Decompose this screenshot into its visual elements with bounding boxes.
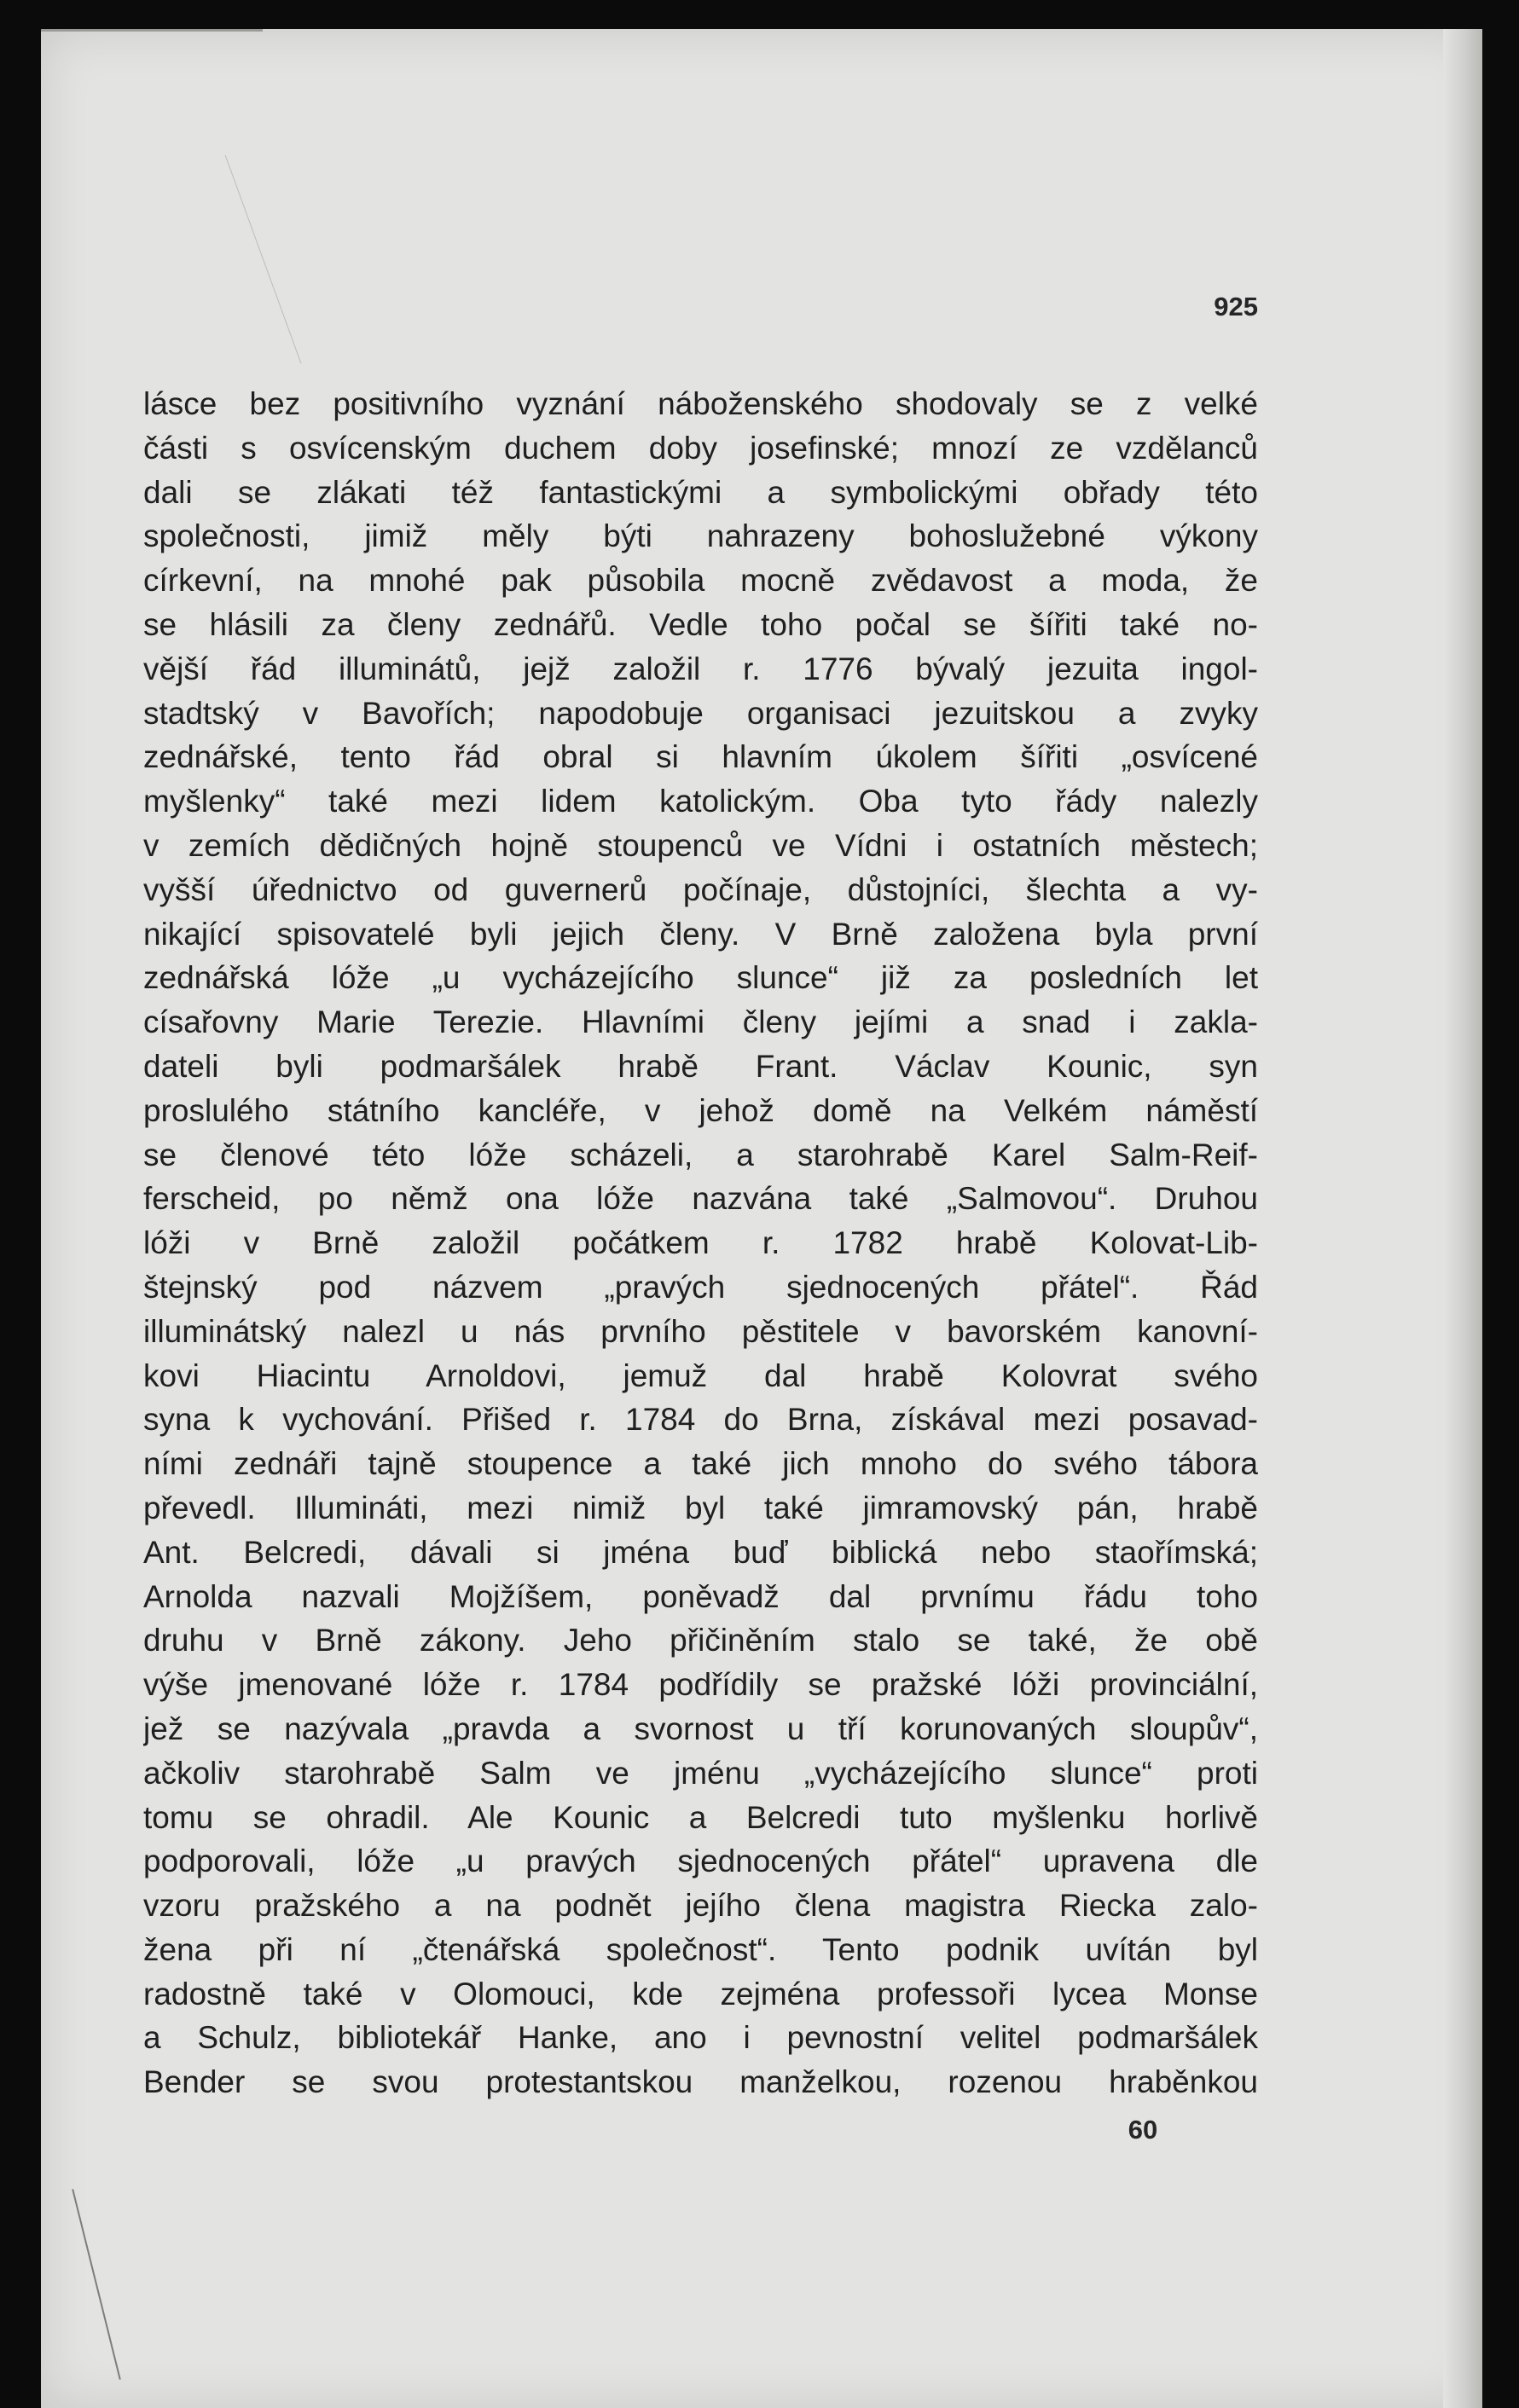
- signature-mark: 60: [1128, 2115, 1158, 2145]
- text-line: lóži v Brně založil počátkem r. 1782 hrabě Kolovat-Lib-: [143, 1225, 1258, 1261]
- text-line: císařovny Marie Terezie. Hlavními členy jejími a snad i zakla-: [143, 1004, 1258, 1040]
- text-line: ačkoliv starohrabě Salm ve jménu „vycházejícího slunce“ proti: [143, 1755, 1258, 1791]
- text-line: nikající spisovatelé byli jejich členy. V Brně založena byla první: [143, 916, 1258, 952]
- text-line: ními zednáři tajně stoupence a také jich mnoho do svého tábora: [143, 1446, 1258, 1482]
- scan-scratch: [72, 2189, 121, 2380]
- text-line: jež se nazývala „pravda a svornost u tří korunovaných sloupův“,: [143, 1710, 1258, 1746]
- text-line: myšlenky“ také mezi lidem katolickým. Oba tyto řády nalezly: [143, 784, 1258, 819]
- text-line: dateli byli podmaršálek hrabě Frant. Václav Kounic, syn: [143, 1048, 1258, 1084]
- page-number: 925: [1214, 292, 1258, 321]
- text-line: Bender se svou protestantskou manželkou, rozenou hraběnkou: [143, 2064, 1258, 2100]
- text-line: štejnský pod názvem „pravých sjednocených přátel“. Řád: [143, 1269, 1258, 1305]
- text-line: stadtský v Bavořích; napodobuje organisaci jezuitskou a zvyky: [143, 695, 1258, 731]
- text-line: zednářská lóže „u vycházejícího slunce“ již za posledních let: [143, 960, 1258, 996]
- text-line: Ant. Belcredi, dávali si jména buď biblická nebo staořímská;: [143, 1534, 1258, 1570]
- text-line: podporovali, lóže „u pravých sjednocených přátel“ upravena dle: [143, 1844, 1258, 1879]
- text-line: převedl. Illumináti, mezi nimiž byl také jimramovský pán, hrabě: [143, 1490, 1258, 1525]
- text-line: radostně také v Olomouci, kde zejména professoři lycea Monse: [143, 1976, 1258, 2011]
- text-line: církevní, na mnohé pak působila mocně zvědavost a moda, že: [143, 563, 1258, 599]
- text-line: proslulého státního kancléře, v jehož domě na Velkém náměstí: [143, 1092, 1258, 1128]
- text-line: dali se zlákati též fantastickými a symbolickými obřady této: [143, 474, 1258, 510]
- text-line: v zemích dědičných hojně stoupenců ve Vídni i ostatních městech;: [143, 827, 1258, 863]
- text-line: tomu se ohradil. Ale Kounic a Belcredi tuto myšlenku horlivě: [143, 1799, 1258, 1835]
- text-line: se hlásili za členy zednářů. Vedle toho počal se šířiti také no-: [143, 606, 1258, 642]
- text-line: ferscheid, po němž ona lóže nazvána také „Salmovou“. Druhou: [143, 1181, 1258, 1217]
- top-edge-line: [41, 29, 263, 32]
- text-line: společnosti, jimiž měly býti nahrazeny bohoslužebné výkony: [143, 518, 1258, 554]
- text-line: vzoru pražského a na podnět jejího člena magistra Riecka zalo-: [143, 1888, 1258, 1924]
- text-line: lásce bez positivního vyznání náboženského shodovaly se z velké: [143, 386, 1258, 421]
- text-line: žena při ní „čtenářská společnost“. Tento podnik uvítán byl: [143, 1931, 1258, 1967]
- scan-scratch: [225, 155, 302, 364]
- body-text: [143, 382, 1258, 2104]
- text-line: illuminátský nalezl u nás prvního pěstitele v bavorském kanovní-: [143, 1313, 1258, 1349]
- text-line: syna k vychování. Přišed r. 1784 do Brna, získával mezi posavad-: [143, 1402, 1258, 1438]
- text-line: vyšší úřednictvo od guvernerů počínaje, důstojníci, šlechta a vy-: [143, 871, 1258, 907]
- text-line: vější řád illuminátů, jejž založil r. 1776 bývalý jezuita ingol-: [143, 651, 1258, 686]
- text-line: druhu v Brně zákony. Jeho přičiněním stalo se také, že obě: [143, 1623, 1258, 1658]
- text-line: Arnolda nazvali Mojžíšem, poněvadž dal prvnímu řádu toho: [143, 1578, 1258, 1614]
- page-edge-shadow: [1443, 29, 1482, 2408]
- text-line: zednářské, tento řád obral si hlavním úkolem šířiti „osvícené: [143, 739, 1258, 775]
- text-line: a Schulz, bibliotekář Hanke, ano i pevnostní velitel podmaršálek: [143, 2020, 1258, 2056]
- text-line: se členové této lóže scházeli, a starohrabě Karel Salm-Reif-: [143, 1137, 1258, 1172]
- text-line: výše jmenované lóže r. 1784 podřídily se pražské lóži provinciální,: [143, 1667, 1258, 1703]
- text-line: kovi Hiacintu Arnoldovi, jemuž dal hrabě Kolovrat svého: [143, 1357, 1258, 1393]
- text-line: části s osvícenským duchem doby josefinské; mnozí ze vzdělanců: [143, 430, 1258, 466]
